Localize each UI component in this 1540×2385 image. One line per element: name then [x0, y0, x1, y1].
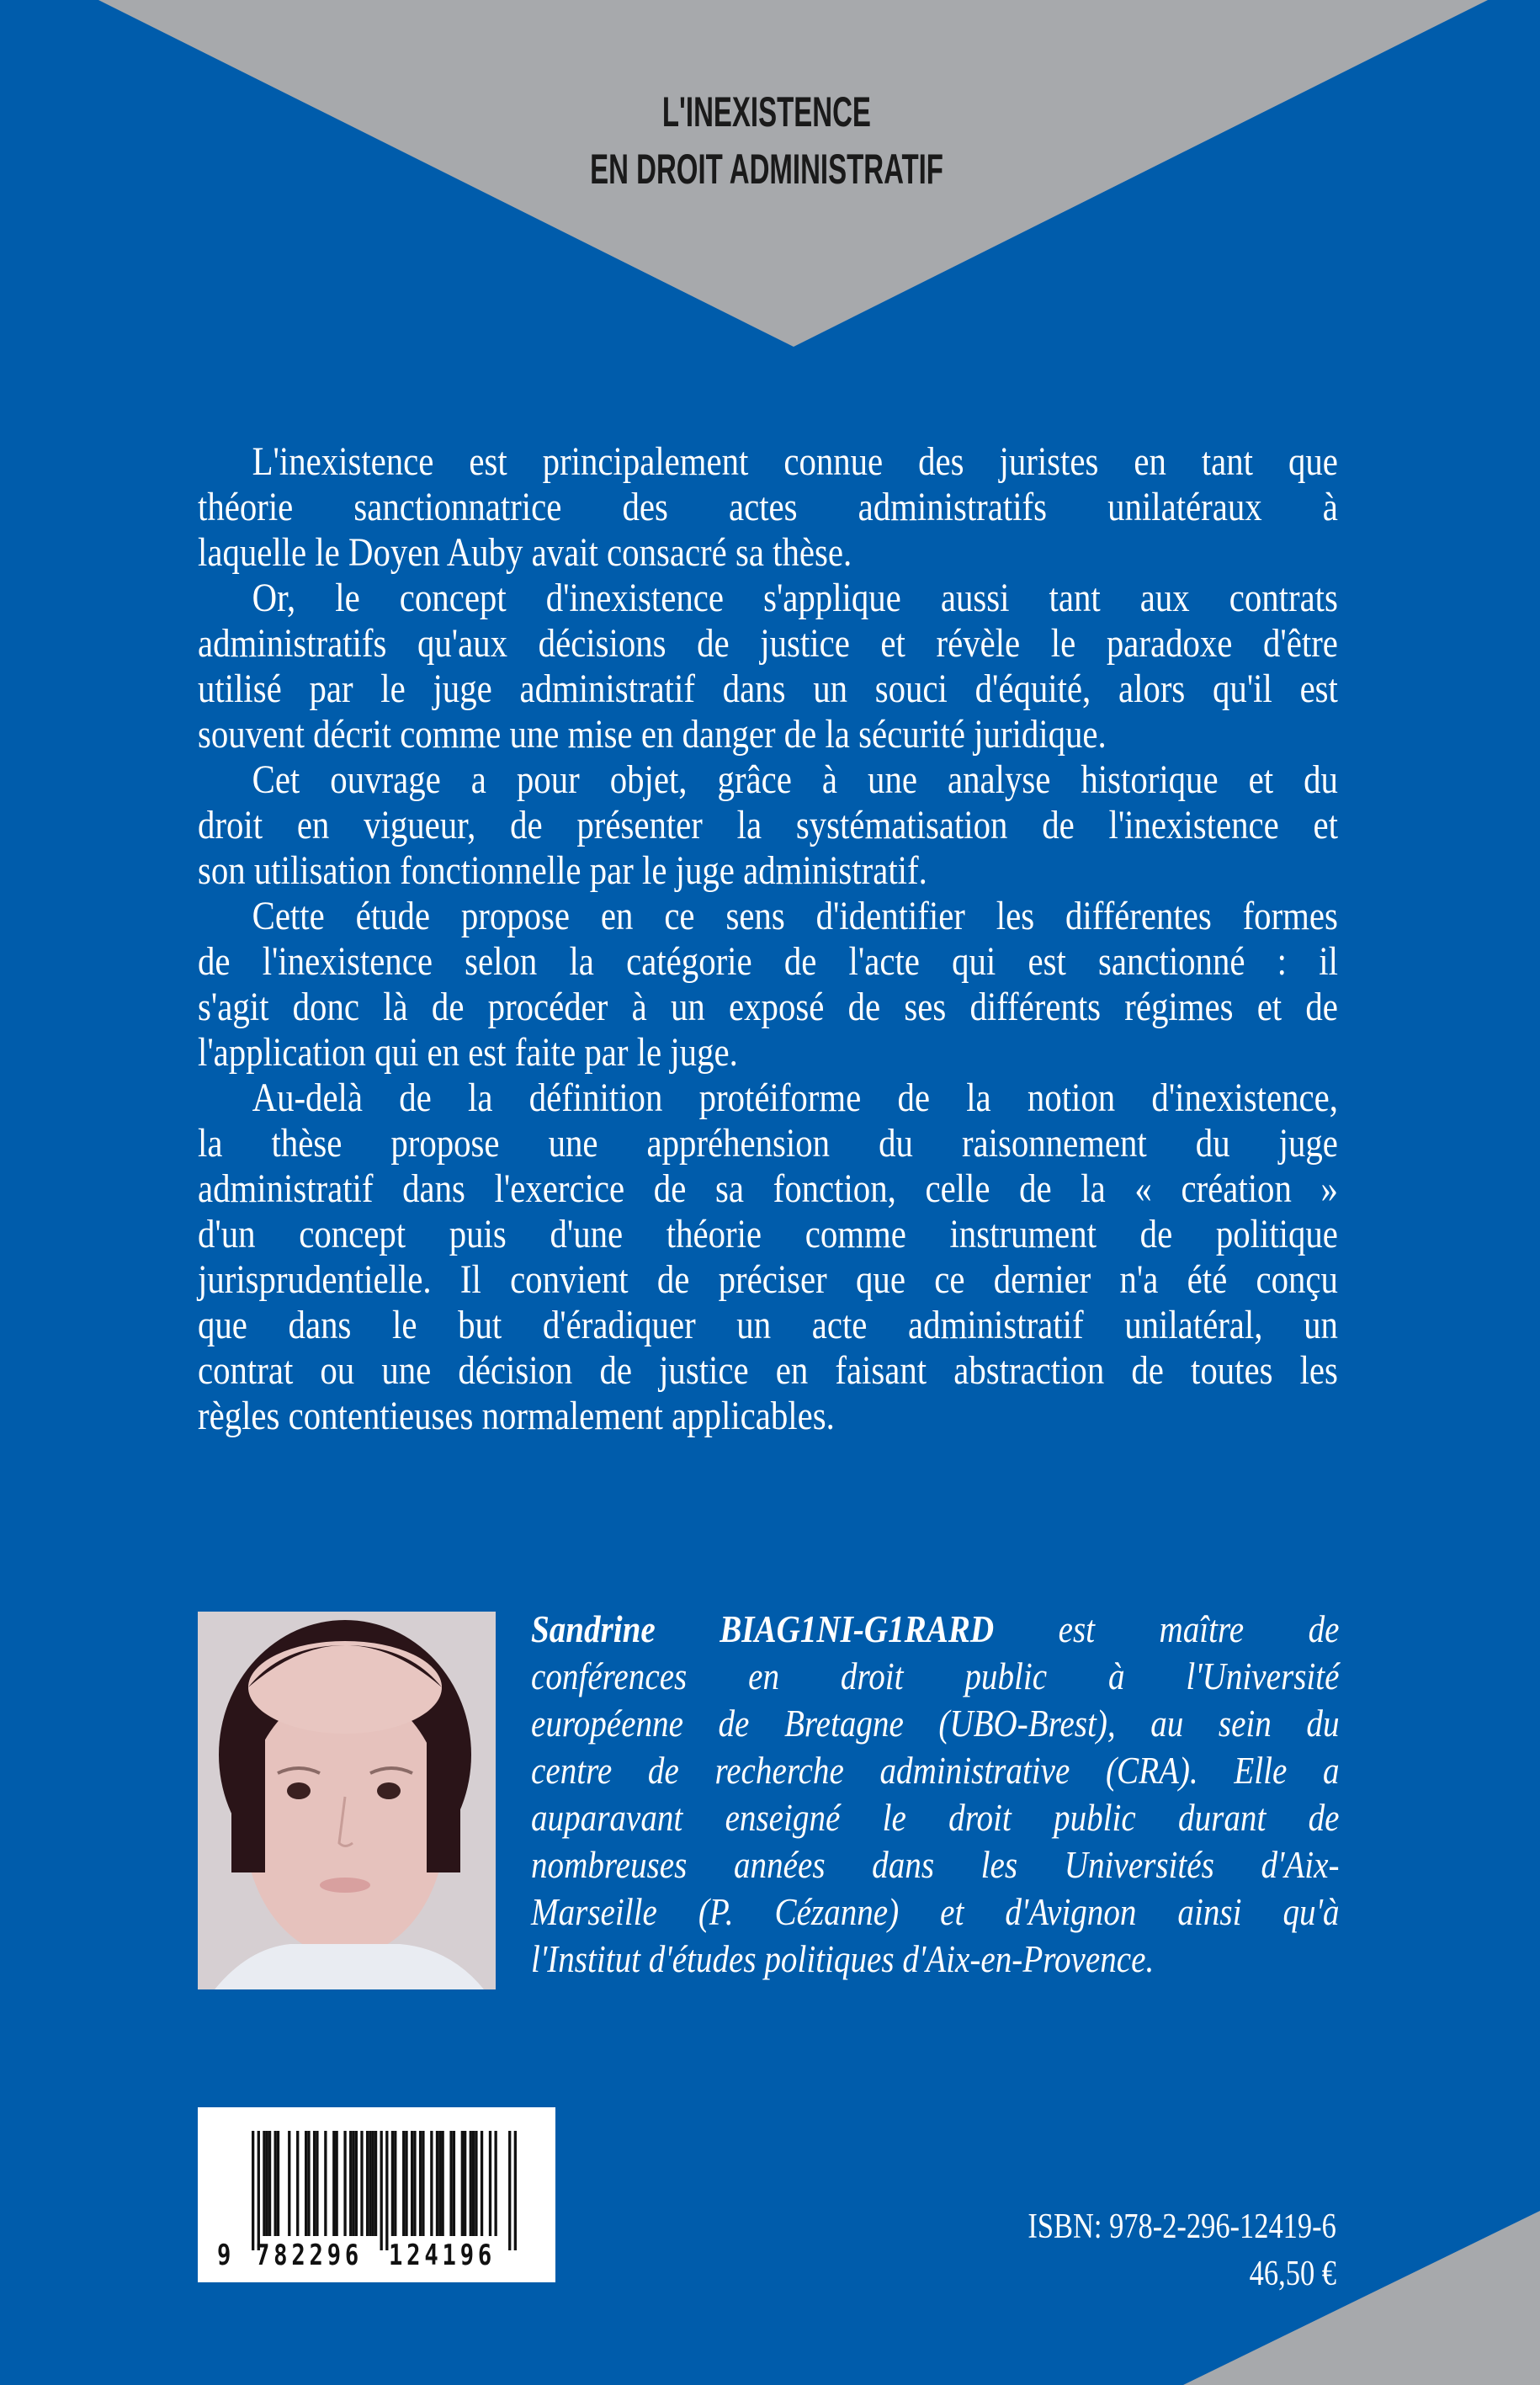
bio-text: est maître de [994, 1607, 1340, 1650]
barcode-bar [296, 2131, 299, 2236]
title-text: L'INEXISTENCE [661, 88, 872, 135]
barcode-bar [419, 2131, 422, 2236]
summary-line: la thèse propose une appréhension du raisonnement du juge [198, 1121, 1338, 1166]
summary-line: administratifs qu'aux décisions de justice et révèle le paradoxe d'être [198, 621, 1338, 666]
bio-line: européenne de Bretagne (UBO-Brest), au sein du [531, 1702, 1340, 1745]
barcode-bar [453, 2131, 455, 2236]
author-bio [531, 1606, 1340, 1983]
barcode-bar [514, 2131, 517, 2250]
barcode-bar [352, 2131, 354, 2236]
barcode-bar [411, 2131, 413, 2236]
barcode [198, 2107, 555, 2282]
summary-line: Cette étude propose en ce sens d'identifier les différentes formes [252, 894, 1338, 938]
barcode-bar [438, 2131, 441, 2236]
barcode-bar [366, 2131, 369, 2236]
barcode-bar [288, 2131, 290, 2236]
summary-line: jurisprudentielle. Il convient de préciser que ce dernier n'a été conçu [198, 1257, 1338, 1302]
summary-line: théorie sanctionnatrice des actes administratifs unilatéraux à [198, 485, 1338, 529]
barcode-bar [402, 2131, 405, 2236]
summary-line: Au-delà de la définition protéiforme de la notion d'inexistence, [252, 1076, 1338, 1120]
summary-line: laquelle le Doyen Auby avait consacré sa thèse. [198, 530, 852, 575]
bio-line: auparavant enseigné le droit public durant de [531, 1796, 1340, 1839]
barcode-bar [385, 2131, 388, 2250]
barcode-bar [475, 2131, 477, 2236]
barcode-bar [494, 2131, 497, 2236]
barcode-bar [394, 2131, 396, 2236]
book-title-line-2 [0, 146, 1537, 193]
barcode-bar [274, 2131, 277, 2236]
barcode-bar [470, 2131, 472, 2236]
bio-line: centre de recherche administrative (CRA). Elle a [531, 1749, 1340, 1792]
barcode-bar [430, 2131, 433, 2236]
barcode-bar [436, 2131, 438, 2236]
summary-line: son utilisation fonctionnelle par le juge administratif. [198, 848, 927, 893]
barcode-bar [422, 2131, 424, 2236]
barcode-bar [263, 2131, 265, 2236]
bio-line [531, 1606, 1340, 1653]
barcode-bars [198, 2107, 555, 2282]
bio-line: Marseille (P. Cézanne) et d'Avignon ainsi qu'à [531, 1890, 1340, 1933]
barcode-right-digits: 124196 [389, 2239, 497, 2272]
barcode-bar [441, 2131, 443, 2236]
barcode-first-digit: 9 [217, 2239, 231, 2272]
author-photo [198, 1612, 496, 1989]
summary-line: Cet ouvrage a pour objet, grâce à une analyse historique et du [252, 757, 1338, 802]
author-name: Sandrine BIAG1NI-G1RARD [531, 1607, 995, 1650]
barcode-bar [343, 2131, 346, 2236]
barcode-bar [405, 2131, 407, 2236]
summary-line: que dans le but d'éradiquer un acte administratif unilatéral, un [198, 1303, 1338, 1347]
barcode-bar [481, 2131, 483, 2236]
title-text: EN DROIT ADMINISTRATIF [590, 146, 943, 193]
bio-line: conférences en droit public à l'Université [531, 1655, 1340, 1697]
barcode-bar [360, 2131, 363, 2236]
barcode-bar [266, 2131, 268, 2236]
barcode-left-digits: 782296 [256, 2239, 364, 2272]
barcode-bar [508, 2131, 511, 2250]
barcode-bar [307, 2131, 310, 2236]
bio-line: l'Institut d'études politiques d'Aix-en-Provence. [531, 1937, 1155, 1980]
summary-line: Or, le concept d'inexistence s'applique aussi tant aux contrats [252, 576, 1338, 620]
barcode-bar [489, 2131, 491, 2236]
summary-line: L'inexistence est principalement connue des juristes en tant que [252, 439, 1338, 484]
bio-line: nombreuses années dans les Universités d'Aix- [531, 1843, 1340, 1886]
barcode-bar [324, 2131, 327, 2236]
summary-line: s'agit donc là de procéder à un exposé de ses différents régimes et de [198, 985, 1338, 1029]
price: 46,50 € [1249, 2255, 1336, 2293]
barcode-bar [369, 2131, 371, 2236]
barcode-bar [258, 2131, 260, 2250]
barcode-bar [413, 2131, 416, 2236]
summary-line: l'application qui en est faite par le juge. [198, 1030, 738, 1075]
summary-line: règles contentieuses normalement applicables. [198, 1394, 835, 1438]
barcode-bar [380, 2131, 383, 2250]
barcode-bar [461, 2131, 464, 2236]
barcode-bar [372, 2131, 374, 2236]
barcode-bar [449, 2131, 452, 2236]
barcode-bar [349, 2131, 352, 2236]
book-title-line-1 [0, 88, 1537, 135]
summary-line: de l'inexistence selon la catégorie de l'acte qui est sanctionné : il [198, 939, 1338, 984]
barcode-bar [316, 2131, 318, 2236]
barcode-bar [355, 2131, 358, 2236]
barcode-bar [332, 2131, 335, 2236]
barcode-bar [464, 2131, 466, 2236]
isbn: ISBN: 978-2-296-12419-6 [1028, 2207, 1336, 2246]
summary-line: souvent décrit comme une mise en danger de la sécurité juridique. [198, 712, 1107, 757]
barcode-bar [268, 2131, 271, 2236]
barcode-bar [252, 2131, 254, 2250]
summary-line: d'un concept puis d'une théorie comme instrument de politique [198, 1212, 1338, 1256]
summary-line: utilisé par le juge administratif dans un souci d'équité, alors qu'il est [198, 667, 1338, 711]
summary-line: administratif dans l'exercice de sa fonction, celle de la « création » [198, 1166, 1338, 1211]
barcode-bar [305, 2131, 307, 2236]
barcode-bar [472, 2131, 475, 2236]
barcode-bar [313, 2131, 316, 2236]
barcode-bar [277, 2131, 279, 2236]
summary-line: droit en vigueur, de présenter la systématisation de l'inexistence et [198, 803, 1338, 847]
barcode-bar [374, 2131, 377, 2236]
summary-text [198, 439, 1338, 1439]
barcode-bar [391, 2131, 394, 2236]
barcode-bar [335, 2131, 337, 2236]
summary-line: contrat ou une décision de justice en faisant abstraction de toutes les [198, 1348, 1338, 1393]
